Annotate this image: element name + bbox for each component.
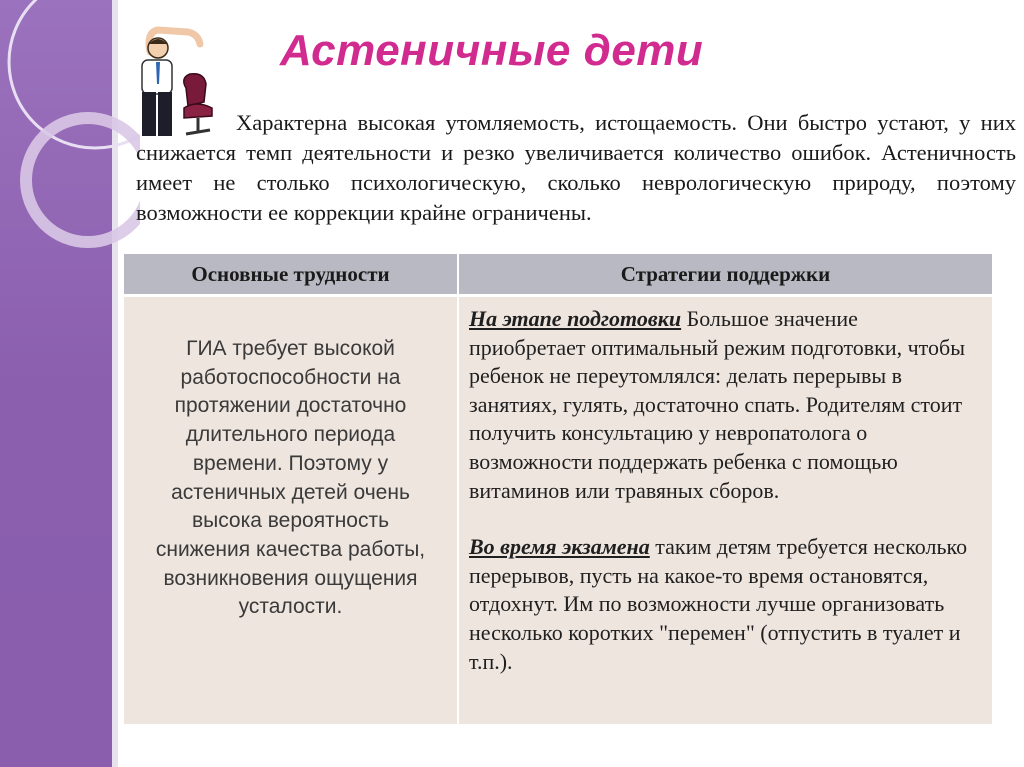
decorative-rings <box>0 0 140 300</box>
table-row <box>124 296 993 725</box>
support-table <box>124 254 994 724</box>
intro-paragraph: Характерна высокая утомляемость, истощаемость. Они быстро устают, у них снижается темп деятельности и резко увеличивается количество ошибок. Астеничность имеет не столько психологическую, сколько неврологическую природу, поэтому возможности ее коррекции крайне ограничены. <box>136 110 1016 225</box>
table-header-row <box>124 254 993 296</box>
strategy-exam-text: таким детям требуется несколько перерывов, пусть на какое-то время остановятся, отдохнут. Им по возможности лучше организовать несколько коротких "перемен" (отпустить в туалет и т.п.). <box>469 534 968 674</box>
difficulty-cell: ГИА требует высокой работоспособности на протяжении достаточно длительного периода времени. Поэтому у астеничных детей очень высока вероятность снижения качества работы, возникновения ощущения усталости. <box>124 296 458 725</box>
strategies-cell <box>458 296 993 725</box>
slide-title: Астеничные дети <box>280 26 704 75</box>
strategy-exam <box>469 533 978 676</box>
strategy-preparation-text: Большое значение приобретает оптимальный режим подготовки, чтобы ребенок не переутомлялся: делать перерывы в занятиях, гулять, достаточно спать. Родителям стоит получить консультацию у невропатолога о возможности поддержать ребенка с помощью витаминов или травяных сборов. <box>469 306 965 503</box>
strategy-preparation-lead: На этапе подготовки <box>469 306 682 331</box>
header-difficulties: Основные трудности <box>124 254 458 296</box>
strategy-exam-lead: Во время экзамена <box>469 534 650 560</box>
header-strategies: Стратегии поддержки <box>458 254 993 296</box>
strategy-preparation <box>469 305 978 505</box>
